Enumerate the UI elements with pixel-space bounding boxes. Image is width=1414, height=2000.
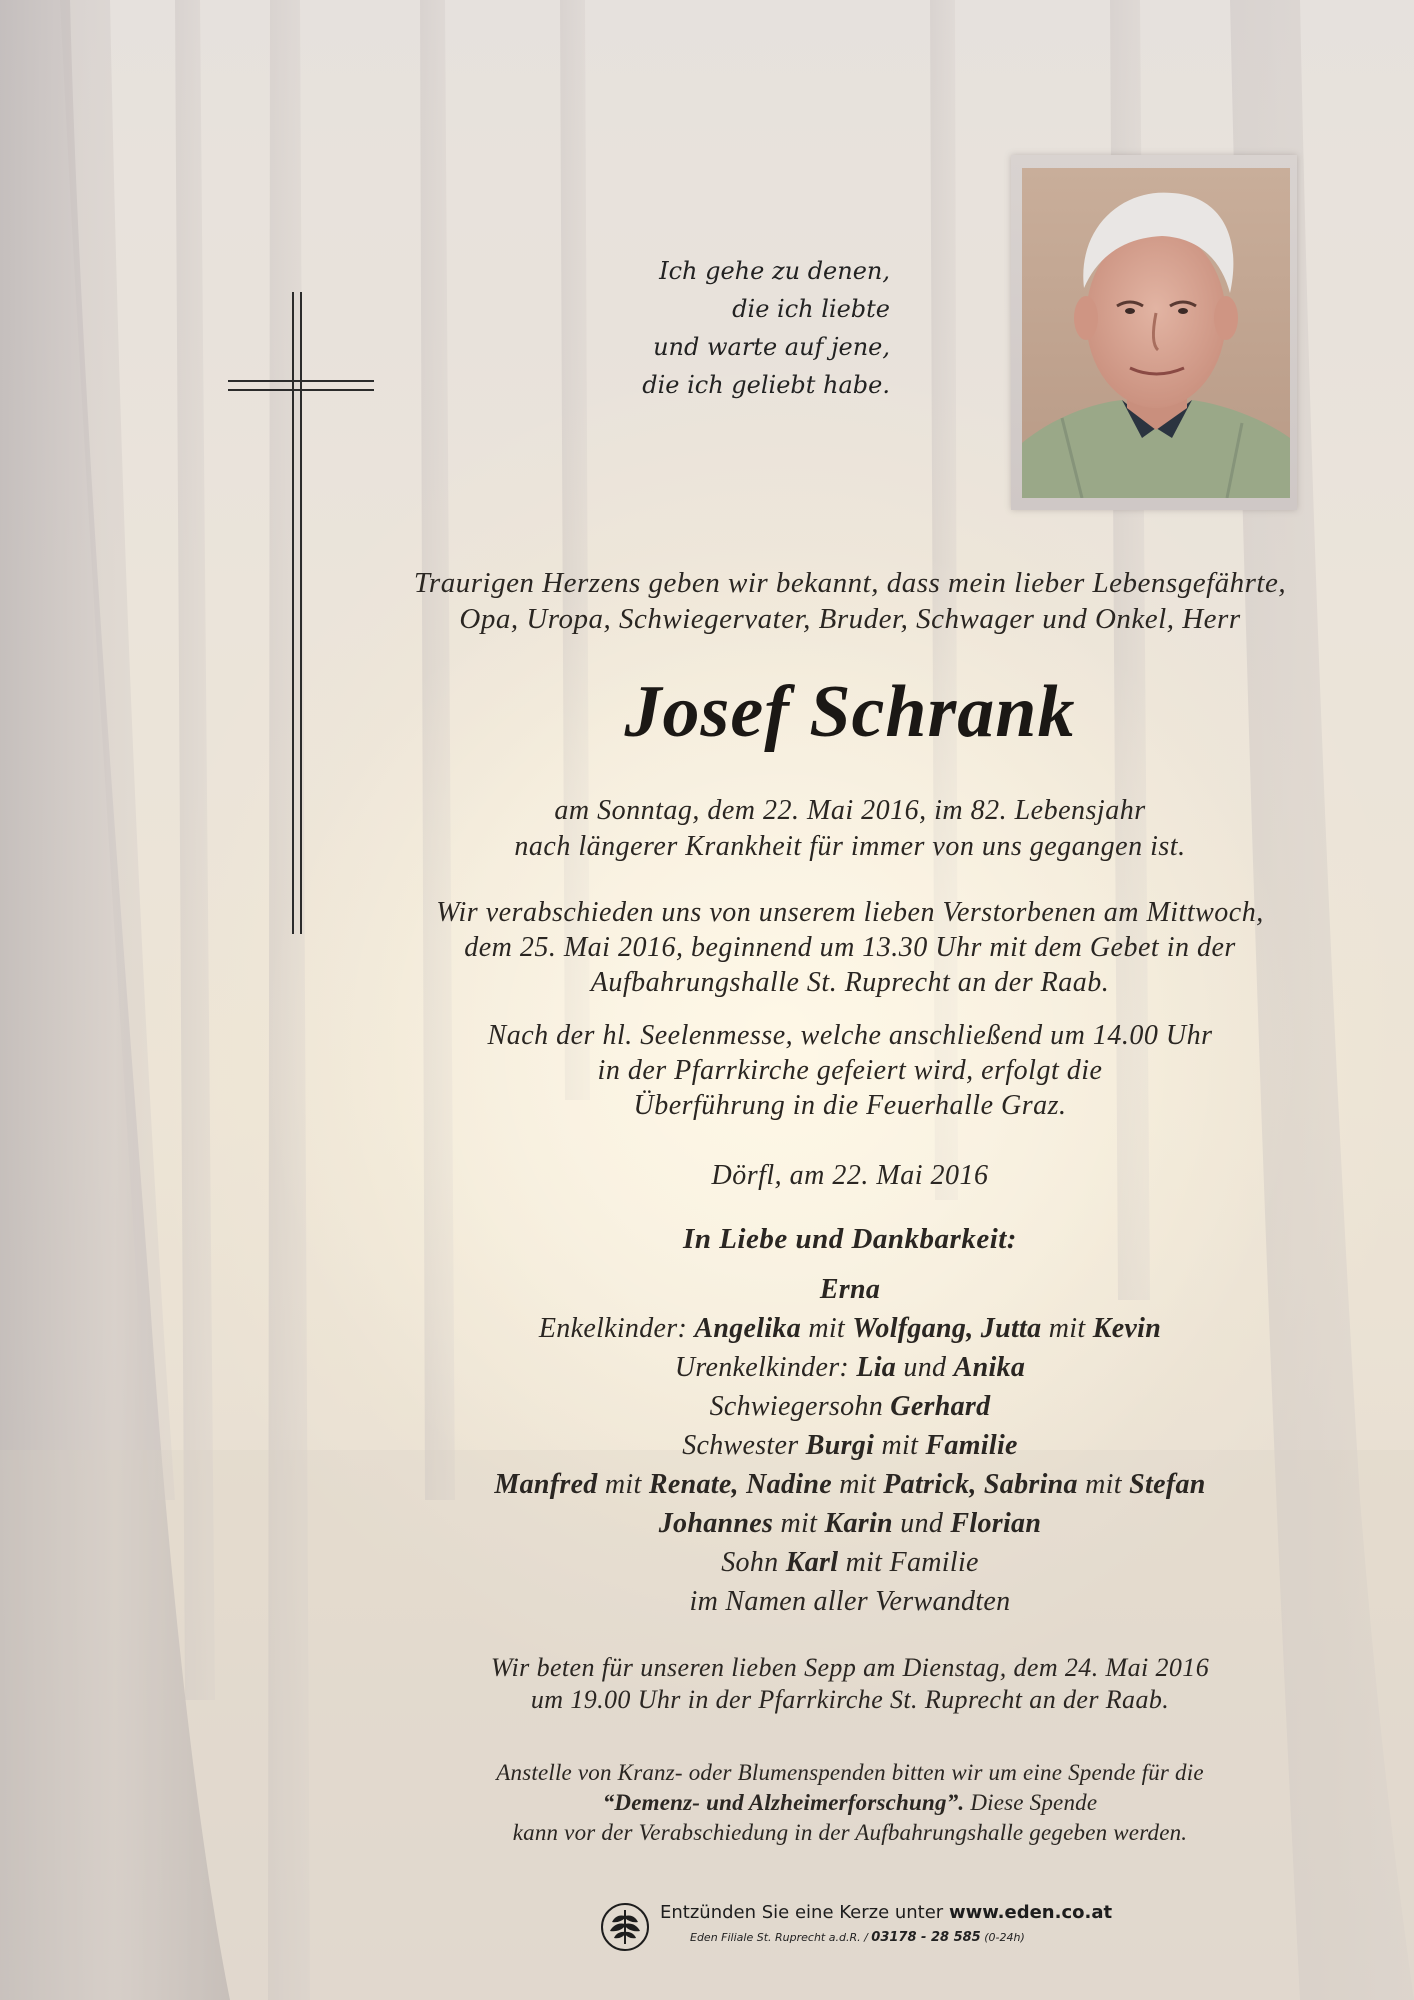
farewell-line: Wir verabschieden uns von unserem lieben Verstorbenen am Mittwoch, bbox=[436, 897, 1264, 928]
family-line bbox=[300, 1309, 1400, 1348]
family-text: mit bbox=[801, 1313, 853, 1344]
family-name: Anika bbox=[953, 1352, 1026, 1383]
family-name: Kevin bbox=[1092, 1313, 1162, 1344]
prayer-notice bbox=[300, 1652, 1400, 1716]
cross-horizontal-line bbox=[228, 389, 374, 391]
mass-details bbox=[300, 1018, 1400, 1123]
farewell-details bbox=[300, 895, 1400, 1000]
eden-leaf-logo-icon bbox=[600, 1902, 650, 1952]
death-notice bbox=[300, 793, 1400, 865]
branch-info bbox=[690, 1930, 1025, 1945]
death-notice-line: am Sonntag, dem 22. Mai 2016, im 82. Lebensjahr bbox=[554, 795, 1146, 826]
family-line bbox=[300, 1543, 1400, 1582]
family-line bbox=[300, 1504, 1400, 1543]
candle-link-text bbox=[660, 1902, 1112, 1923]
place-date: Dörfl, am 22. Mai 2016 bbox=[711, 1160, 989, 1191]
family-name: Renate, Nadine bbox=[648, 1469, 832, 1500]
poem bbox=[560, 252, 890, 404]
announcement-line: Opa, Uropa, Schwiegervater, Bruder, Schwager und Onkel, Herr bbox=[459, 603, 1241, 635]
poem-line: und warte auf jene, bbox=[653, 333, 890, 361]
prayer-line: um 19.00 Uhr in der Pfarrkirche St. Ruprecht an der Raab. bbox=[530, 1685, 1170, 1714]
family-name: Karl bbox=[785, 1547, 839, 1578]
family-name: Angelika bbox=[694, 1313, 802, 1344]
poem-line: die ich geliebt habe. bbox=[642, 371, 890, 399]
family-line bbox=[300, 1465, 1400, 1504]
donation-line bbox=[300, 1788, 1400, 1818]
family-list bbox=[300, 1270, 1400, 1621]
donation-text: Diese Spende bbox=[964, 1790, 1098, 1815]
family-name: Familie bbox=[925, 1430, 1018, 1461]
family-text: Urenkelkinder: bbox=[674, 1352, 857, 1383]
death-notice-line: nach längerer Krankheit für immer von uns gegangen ist. bbox=[514, 831, 1186, 862]
mass-line: in der Pfarrkirche gefeiert wird, erfolgt die bbox=[597, 1055, 1103, 1086]
mass-line: Nach der hl. Seelenmesse, welche anschließend um 14.00 Uhr bbox=[487, 1020, 1213, 1051]
branch-phone: 03178 - 28 585 bbox=[871, 1930, 981, 1945]
cross-horizontal-line bbox=[228, 380, 374, 382]
family-text: im Namen aller Verwandten bbox=[689, 1586, 1011, 1617]
farewell-line: Aufbahrungshalle St. Ruprecht an der Raab. bbox=[590, 967, 1110, 998]
family-text: Schwester bbox=[682, 1430, 806, 1461]
family-line bbox=[300, 1270, 1400, 1309]
portrait-photo bbox=[1022, 168, 1290, 498]
family-text: mit Familie bbox=[838, 1547, 979, 1578]
family-text: Schwiegersohn bbox=[709, 1391, 891, 1422]
family-text: Sohn bbox=[721, 1547, 786, 1578]
family-name: Johannes bbox=[658, 1508, 774, 1539]
family-text: und bbox=[892, 1508, 951, 1539]
family-name: Stefan bbox=[1129, 1469, 1206, 1500]
family-text: mit bbox=[597, 1469, 649, 1500]
family-name: Karin bbox=[824, 1508, 893, 1539]
family-line bbox=[300, 1387, 1400, 1426]
announcement-line: Traurigen Herzens geben wir bekannt, dass mein lieber Lebensgefährte, bbox=[413, 567, 1287, 599]
family-text: mit bbox=[773, 1508, 825, 1539]
donation-line: Anstelle von Kranz- oder Blumenspenden bitten wir um eine Spende für die bbox=[496, 1760, 1204, 1785]
family-line bbox=[300, 1582, 1400, 1621]
poem-line: die ich liebte bbox=[732, 295, 890, 323]
candle-prefix: Entzünden Sie eine Kerze unter bbox=[660, 1902, 949, 1923]
family-name: Manfred bbox=[494, 1469, 598, 1500]
family-name: Florian bbox=[950, 1508, 1042, 1539]
prayer-line: Wir beten für unseren lieben Sepp am Dienstag, dem 24. Mai 2016 bbox=[490, 1653, 1210, 1682]
donation-cause: “Demenz- und Alzheimerforschung”. bbox=[602, 1790, 965, 1815]
family-name: Burgi bbox=[805, 1430, 875, 1461]
family-name: Erna bbox=[819, 1274, 881, 1305]
branch-name: Eden Filiale St. Ruprecht a.d.R. / bbox=[690, 1931, 872, 1944]
donation-notice bbox=[300, 1758, 1400, 1848]
donation-line: kann vor der Verabschiedung in der Aufbahrungshalle gegeben werden. bbox=[512, 1820, 1188, 1845]
footer bbox=[600, 1902, 1120, 1952]
family-text: mit bbox=[831, 1469, 884, 1500]
poem-line: Ich gehe zu denen, bbox=[659, 257, 890, 285]
deceased-name: Josef Schrank bbox=[624, 671, 1076, 753]
eden-url-link[interactable]: www.eden.co.at bbox=[948, 1902, 1113, 1923]
thanks-heading: In Liebe und Dankbarkeit: bbox=[683, 1223, 1017, 1255]
farewell-line: dem 25. Mai 2016, beginnend um 13.30 Uhr mit dem Gebet in der bbox=[464, 932, 1236, 963]
family-name: Patrick, Sabrina bbox=[883, 1469, 1078, 1500]
family-name: Lia bbox=[856, 1352, 897, 1383]
mass-line: Überführung in die Feuerhalle Graz. bbox=[633, 1090, 1067, 1121]
family-text: mit bbox=[1077, 1469, 1130, 1500]
family-name: Wolfgang, Jutta bbox=[852, 1313, 1042, 1344]
family-line bbox=[300, 1348, 1400, 1387]
family-line bbox=[300, 1426, 1400, 1465]
announcement-text bbox=[300, 565, 1400, 637]
family-text: mit bbox=[1041, 1313, 1093, 1344]
family-text: Enkelkinder: bbox=[538, 1313, 695, 1344]
branch-hours: (0-24h) bbox=[980, 1931, 1025, 1944]
family-name: Gerhard bbox=[890, 1391, 991, 1422]
family-text: und bbox=[896, 1352, 954, 1383]
family-text: mit bbox=[874, 1430, 926, 1461]
